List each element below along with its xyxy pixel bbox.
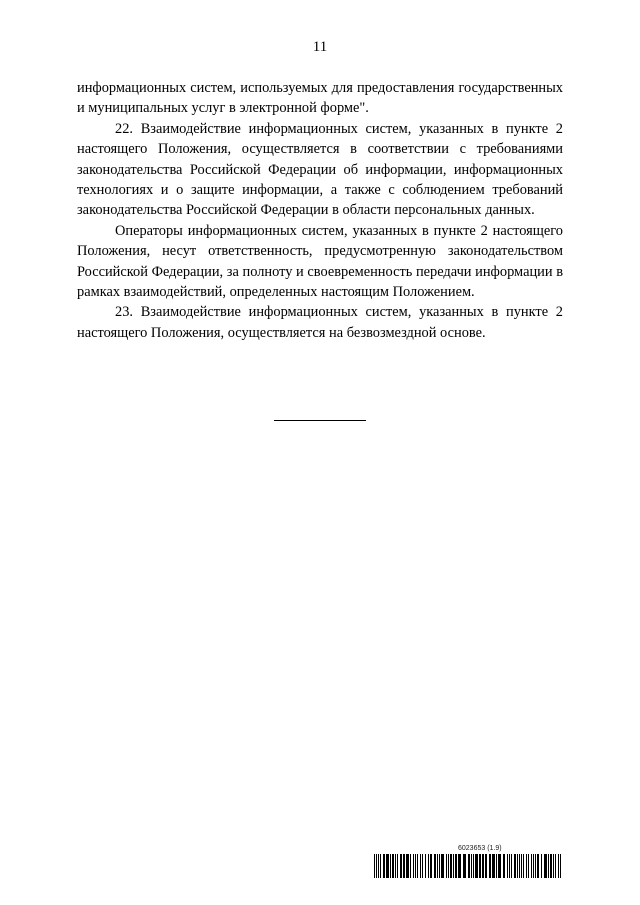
barcode-icon [374, 854, 562, 878]
paragraph-continuation: информационных систем, используемых для предоставления государственных и муниципальных услуг в электронной форме". [77, 80, 563, 117]
page-number: 11 [312, 39, 328, 55]
document-code: 6023653 (1.9) [458, 845, 502, 852]
document-body [77, 78, 563, 343]
paragraph-item-23: 23. Взаимодействие информационных систем, указанных в пункте 2 настоящего Положения, осуществляется на безвозмездной основе. [77, 304, 563, 341]
paragraph-item-22: 22. Взаимодействие информационных систем, указанных в пункте 2 настоящего Положения, осуществляется в соответствии с требованиями законодательства Российской Федерации об информации, информационных технологиях и о защите информации, а также с соблюдением требований законодательства Российской Федерации в области персональных данных. [77, 120, 563, 219]
paragraph-operators: Операторы информационных систем, указанных в пункте 2 настоящего Положения, несут ответственность, предусмотренную законодательством Российской Федерации, за полноту и своевременность передачи информации в рамках взаимодействий, определенных настоящим Положением. [77, 222, 563, 301]
end-separator-line [274, 420, 366, 421]
